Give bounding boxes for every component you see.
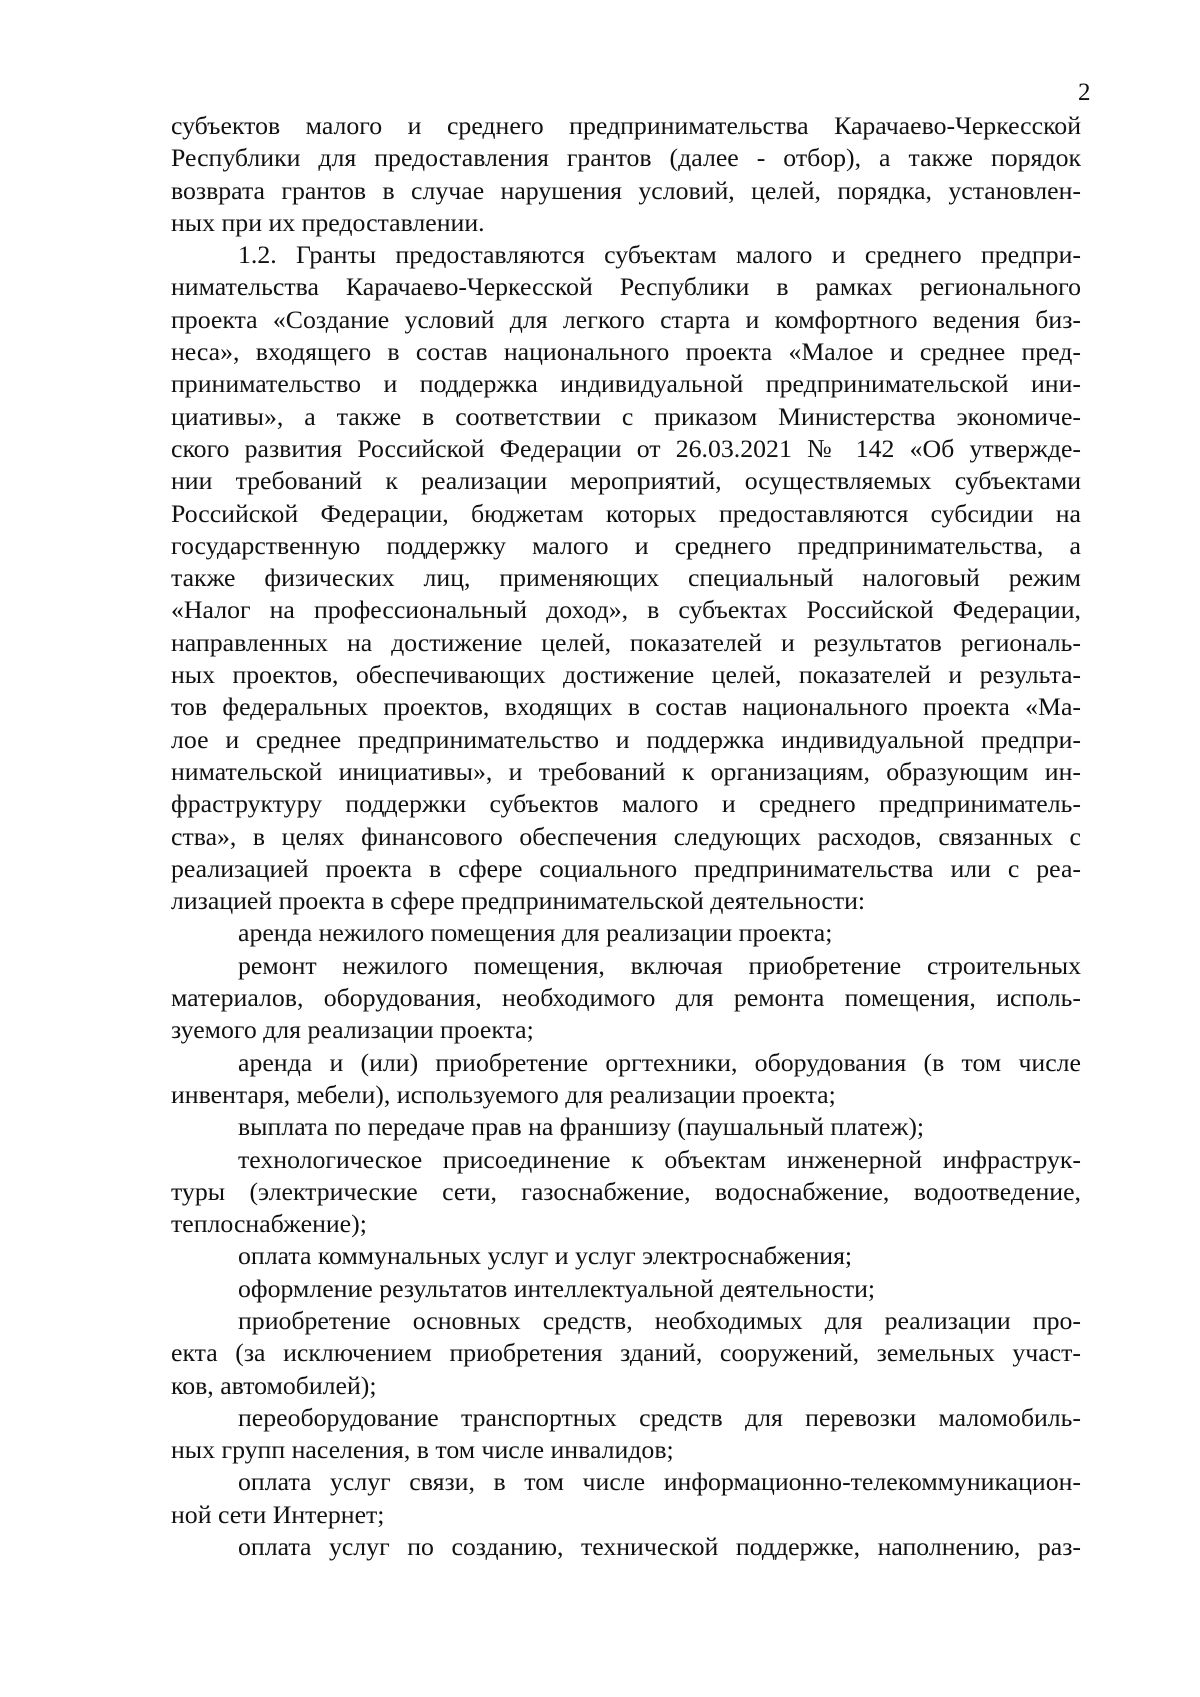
text-line: Республики для предоставления грантов (далее - отбор), а также порядок <box>171 143 1081 173</box>
text-line: ных групп населения, в том числе инвалидов; <box>171 1435 674 1465</box>
text-line: оплата коммунальных услуг и услуг электроснабжения; <box>238 1241 853 1271</box>
text-line: нимательства Карачаево-Черкесской Республики в рамках регионального <box>171 272 1081 302</box>
text-line: аренда нежилого помещения для реализации проекта; <box>238 918 833 948</box>
paragraph <box>171 239 1081 917</box>
text-line: принимательство и поддержка индивидуальной предпринимательской ини- <box>171 369 1081 399</box>
paragraph <box>171 1144 1081 1241</box>
text-line: ков, автомобилей); <box>171 1370 377 1400</box>
text-line: материалов, оборудования, необходимого для ремонта помещения, исполь- <box>171 983 1081 1013</box>
text-line: нии требований к реализации мероприятий, осуществляемых субъектами <box>171 466 1081 496</box>
paragraph <box>171 1531 1081 1563</box>
text-line: также физических лиц, применяющих специальный налоговый режим <box>171 563 1081 593</box>
text-line: тов федеральных проектов, входящих в состав национального проекта «Ма- <box>171 692 1081 722</box>
text-line: фраструктуру поддержки субъектов малого и среднего предприниматель- <box>171 789 1081 819</box>
text-line: ной сети Интернет; <box>171 1499 385 1529</box>
text-line: оплата услуг по созданию, технической поддержке, наполнению, раз- <box>238 1532 1081 1562</box>
text-line: проекта «Создание условий для легкого старта и комфортного ведения биз- <box>171 304 1081 334</box>
text-line: циативы», а также в соответствии с приказом Министерства экономиче- <box>171 401 1081 431</box>
text-line: оформление результатов интеллектуальной деятельности; <box>238 1273 876 1303</box>
paragraph <box>171 950 1081 1047</box>
text-line: направленных на достижение целей, показателей и результатов региональ- <box>171 627 1081 657</box>
text-line: возврата грантов в случае нарушения условий, целей, порядка, установлен- <box>171 175 1081 205</box>
text-line: государственную поддержку малого и среднего предпринимательства, а <box>171 530 1081 560</box>
text-line: неса», входящего в состав национального проекта «Малое и среднее пред- <box>171 337 1081 367</box>
text-line: нимательской инициативы», и требований к организациям, образующим ин- <box>171 756 1081 786</box>
paragraph <box>171 917 1081 949</box>
text-line: екта (за исключением приобретения зданий, сооружений, земельных участ- <box>171 1338 1081 1368</box>
paragraph <box>171 1402 1081 1467</box>
paragraph <box>171 1273 1081 1305</box>
text-line: ных проектов, обеспечивающих достижение целей, показателей и результа- <box>171 660 1081 690</box>
text-line: ского развития Российской Федерации от 26.03.2021 № 142 «Об утвержде- <box>171 433 1081 463</box>
text-line: переоборудование транспортных средств для перевозки маломобиль- <box>238 1402 1081 1432</box>
paragraph <box>171 110 1081 239</box>
text-line: теплоснабжение); <box>171 1209 367 1239</box>
text-line: субъектов малого и среднего предпринимательства Карачаево-Черкесской <box>171 111 1081 140</box>
text-line: туры (электрические сети, газоснабжение, водоснабжение, водоотведение, <box>171 1176 1081 1206</box>
paragraph <box>171 1305 1081 1402</box>
text-line: лое и среднее предпринимательство и поддержка индивидуальной предпри- <box>171 724 1081 754</box>
text-line: реализацией проекта в сфере социального предпринимательства или с реа- <box>171 853 1081 883</box>
text-line: инвентаря, мебели), используемого для реализации проекта; <box>171 1079 836 1109</box>
text-line: ства», в целях финансового обеспечения следующих расходов, связанных с <box>171 821 1081 851</box>
paragraph <box>171 1111 1081 1143</box>
text-line: технологическое присоединение к объектам инженерной инфраструк- <box>238 1144 1081 1174</box>
text-line: выплата по передаче прав на франшизу (паушальный платеж); <box>238 1112 925 1142</box>
text-line: зуемого для реализации проекта; <box>171 1015 534 1045</box>
text-line: ных при их предоставлении. <box>171 207 485 237</box>
page-number: 2 <box>1078 79 1091 106</box>
text-line: оплата услуг связи, в том числе информационно-телекоммуникацион- <box>238 1467 1081 1497</box>
text-line: Российской Федерации, бюджетам которых предоставляются субсидии на <box>171 498 1081 528</box>
paragraph <box>171 1240 1081 1272</box>
text-line: лизацией проекта в сфере предпринимательской деятельности: <box>171 886 866 916</box>
document-body <box>171 110 1081 1563</box>
paragraph <box>171 1466 1081 1531</box>
text-line: «Налог на профессиональный доход», в субъектах Российской Федерации, <box>171 595 1081 625</box>
text-line: 1.2. Гранты предоставляются субъектам малого и среднего предпри- <box>238 240 1081 270</box>
paragraph <box>171 1047 1081 1112</box>
text-line: ремонт нежилого помещения, включая приобретение строительных <box>238 950 1081 980</box>
text-line: аренда и (или) приобретение оргтехники, оборудования (в том числе <box>238 1047 1081 1077</box>
text-line: приобретение основных средств, необходимых для реализации про- <box>238 1305 1081 1335</box>
